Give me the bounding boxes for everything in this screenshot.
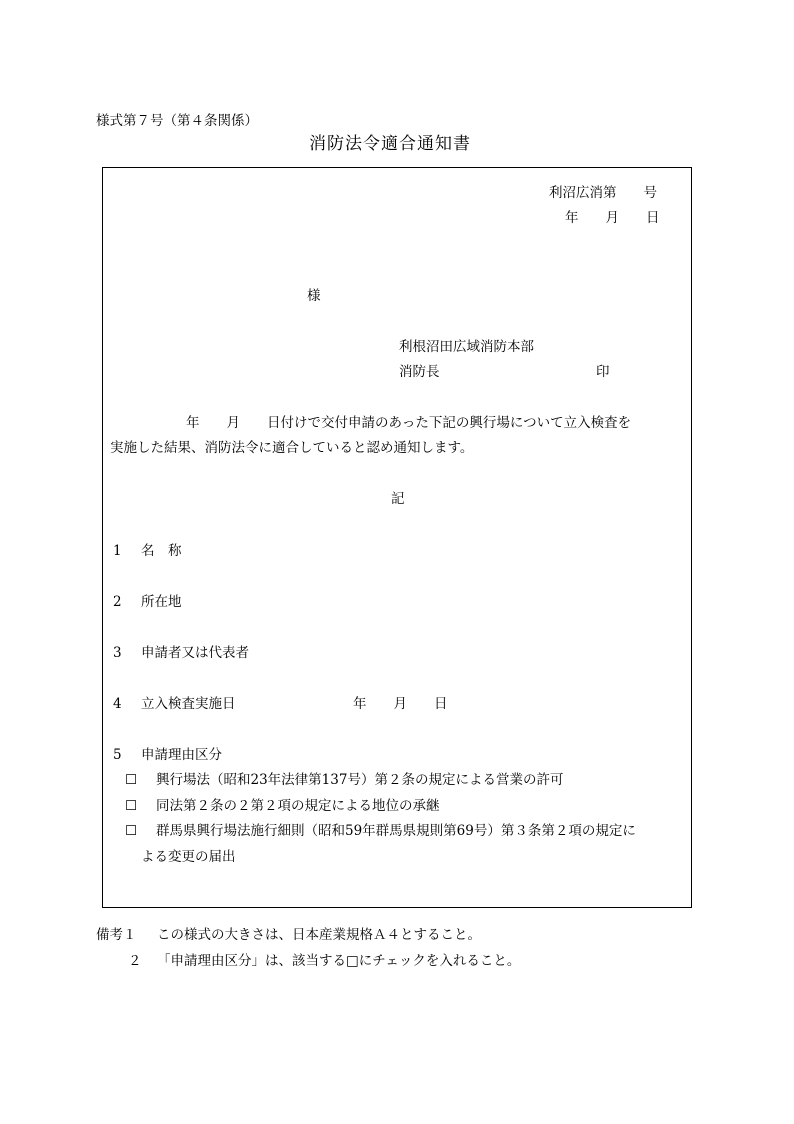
reason-checkbox[interactable]: ☐ (125, 798, 138, 814)
item-2-label: 所在地 (141, 594, 182, 610)
form-number: 様式第７号（第４条関係） (96, 113, 258, 129)
reason-checkbox[interactable]: ☐ (125, 772, 138, 788)
body-text-line-2: 実施した結果、消防法令に適合していると認め通知します。 (110, 440, 474, 456)
form-frame (102, 167, 692, 908)
body-text-line-1: 年 月 日付けで交付申請のあった下記の興行場について立入検査を (186, 415, 632, 431)
item-3-number: 3 (113, 645, 122, 661)
note-2-text: 「申請理由区分」は、該当する□にチェックを入れること。 (157, 953, 521, 969)
document-number: 利沼広消第 号 (549, 185, 657, 201)
note-2-label: ２ (128, 953, 142, 969)
document-date: 年 月 日 (565, 210, 660, 226)
item-5-number: 5 (113, 747, 122, 763)
reason-text-continuation: よる変更の届出 (141, 849, 236, 865)
reason-checkbox[interactable]: ☐ (125, 823, 138, 839)
reason-text: 同法第２条の２第２項の規定による地位の承継 (156, 798, 440, 814)
item-1-label: 名 称 (141, 543, 182, 559)
item-3-label: 申請者又は代表者 (141, 645, 249, 661)
record-heading: 記 (391, 491, 405, 507)
note-1-text: この様式の大きさは、日本産業規格Ａ４とすること。 (157, 927, 481, 943)
reason-text: 群馬県興行場法施行細則（昭和59年群馬県規則第69号）第３条第２項の規定に (156, 823, 636, 839)
inspection-date: 年 月 日 (353, 696, 448, 712)
document-title: 消防法令適合通知書 (309, 134, 471, 154)
addressee-suffix: 様 (307, 288, 321, 304)
item-2-number: 2 (113, 594, 122, 610)
issuer-organization: 利根沼田広域消防本部 (399, 339, 534, 355)
item-5-label: 申請理由区分 (141, 747, 222, 763)
seal-mark: 印 (596, 364, 610, 380)
reason-text: 興行場法（昭和23年法律第137号）第２条の規定による営業の許可 (156, 772, 564, 788)
issuer-title: 消防長 (399, 364, 440, 380)
item-4-number: 4 (113, 696, 122, 712)
note-1-label: 備考１ (96, 927, 137, 943)
item-1-number: 1 (113, 543, 122, 559)
item-4-label: 立入検査実施日 (141, 696, 236, 712)
